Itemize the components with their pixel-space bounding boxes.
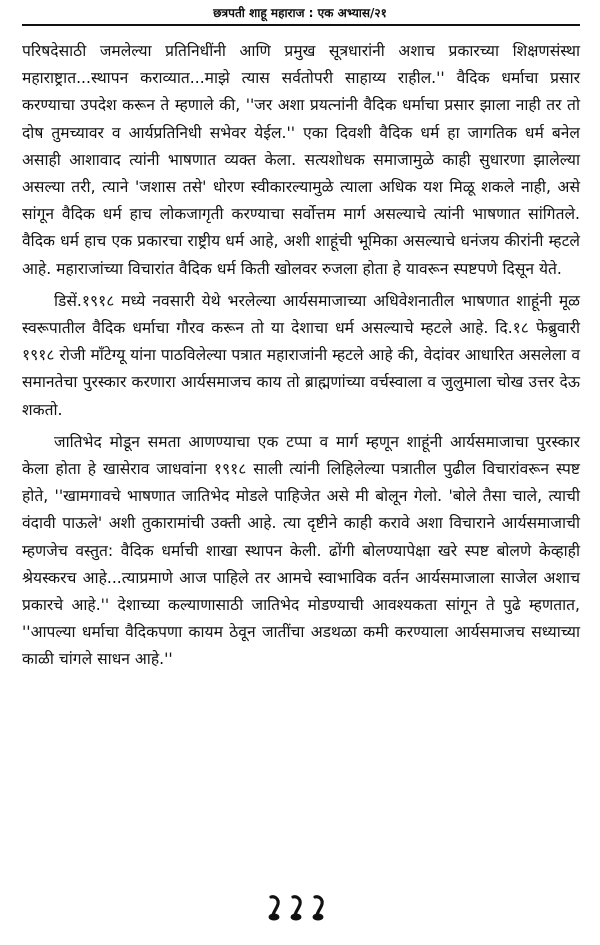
paragraph-2: डिसें.१९१८ मध्ये नवसारी येथे भरलेल्या आर्यसमाजाच्या अधिवेशनातील भाषणात शाहूंनी मूळ स्वरूपातील वैदिक धर्माचा गौरव करून तो या देशाचा धर्म असल्याचे म्हटले आहे. दि.१८ फेब्रुवारी १९१८ रोजी मॉंटेग्यू यांना पाठविलेल्या पत्रात महाराजांनी म्हटले आहे की, वेदांवर आधारित असलेला व समानतेचा पुरस्कार करणारा आर्यसमाजच काय तो ब्राह्मणांच्या वर्चस्वाला व जुलुमाला चोख उत्तर देऊ शकतो. bbox=[22, 291, 580, 419]
paragraph-1: परिषदेसाठी जमलेल्या प्रतिनिधींनी आणि प्रमुख सूत्रधारांनी अशाच प्रकारच्या शिक्षणसंस्था महाराष्ट्रात...स्थापन कराव्यात...माझे त्यास सर्वतोपरी साहाय्य राहील.'' वैदिक धर्माचा प्रसार करण्याचा उपदेश करून ते म्हणाले की, ''जर अशा प्रयत्नांनी वैदिक धर्माचा प्रसार झाला नाही तर तो दोष तुमच्यावर व आर्यप्रतिनिधी सभेवर येईल.'' एका दिवशी वैदिक धर्म हा जागतिक धर्म बनेल असाही आशावाद त्यांनी भाषणात व्यक्त केला. सत्यशोधक समाजामुळे काही सुधारणा झालेल्या असल्या तरी, त्याने 'जशास तसे' धोरण स्वीकारल्यामुळे त्याला अधिक यश मिळू शकले नाही, असे सांगून वैदिक धर्म हाच लोकजागृती करण्याचा सर्वोत्तम मार्ग असल्याचे त्यांनी भाषणात सांगितले. वैदिक धर्म हाच एक प्रकारचा राष्ट्रीय धर्म आहे, अशी शाहूंची भूमिका असल्याचे धनंजय कीरांनी म्हटले आहे. महाराजांच्या विचारांत वैदिक धर्म किती खोलवर रुजला होता हे यावरून स्पष्टपणे दिसून येते. bbox=[22, 42, 580, 278]
ornament-container bbox=[0, 893, 600, 927]
header-divider bbox=[22, 24, 580, 26]
triple-flourish-ornament-icon bbox=[265, 893, 335, 923]
paragraph-3: जातिभेद मोडून समता आणण्याचा एक टप्पा व मार्ग म्हणून शाहूंनी आर्यसमाजाचा पुरस्कार केला होता हे खासेराव जाधवांना १९१८ साली त्यांनी लिहिलेल्या पत्रातील पुढील विचारांवरून स्पष्ट होते, ''खामगावचे भाषणात जातिभेद मोडले पाहिजेत असे मी बोलून गेलो. 'बोले तैसा चाले, त्याची वंदावी पाऊले' अशी तुकारामांची उक्ती आहे. त्या दृष्टीने काही करावे अशा विचाराने आर्यसमाजाची म्हणजेच वस्तुत: वैदिक धर्माची शाखा स्थापन केली. ढोंगी बोलण्यापेक्षा खरे स्पष्ट बोलणे केव्हाही श्रेयस्करच आहे...त्याप्रमाणे आज पाहिले तर आमचे स्वाभाविक वर्तन आर्यसमाजाला साजेल अशाच प्रकारचे आहे.'' देशाच्या कल्याणासाठी जातिभेद मोडण्याची आवश्यकता सांगून ते पुढे म्हणतात, ''आपल्या धर्माचा वैदिकपणा कायम ठेवून जातींचा अडथळा कमी करण्याला आर्यसमाजच सध्याच्या काळी चांगले साधन आहे.'' bbox=[22, 432, 580, 669]
body-text bbox=[22, 38, 580, 679]
running-header: छत्रपती शाहू महाराज : एक अभ्यास/२१ bbox=[213, 6, 387, 20]
